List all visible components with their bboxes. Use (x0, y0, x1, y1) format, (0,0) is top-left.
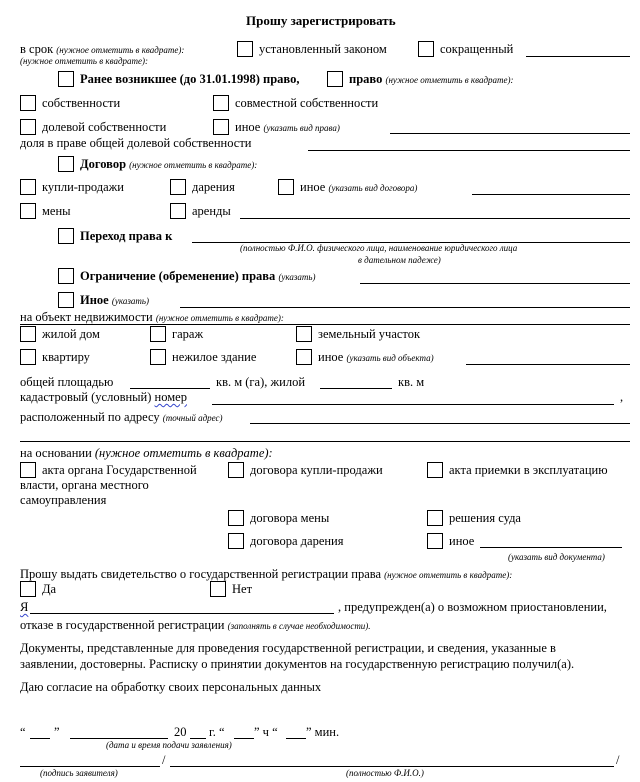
certificate-yes-checkbox[interactable] (20, 581, 36, 597)
area-living-line[interactable] (320, 388, 392, 389)
object-land-checkbox[interactable] (296, 326, 312, 342)
object-other-line[interactable] (466, 364, 630, 365)
joint-label: совместной собственности (235, 96, 379, 110)
term-hint: (нужное отметить в квадрате): (20, 56, 149, 66)
object-house-checkbox[interactable] (20, 326, 36, 342)
date-day-line[interactable] (30, 738, 50, 739)
date-month-line[interactable] (70, 738, 168, 739)
date-hint: (дата и время подачи заявления) (106, 740, 232, 750)
object-label: на объект недвижимости (нужное отметить в квадрате): (20, 310, 284, 324)
term-short-line[interactable] (526, 56, 630, 57)
share-size-line[interactable] (308, 150, 630, 151)
contract-lease-label: аренды (192, 204, 231, 218)
date-quote-open: “ (20, 725, 26, 739)
basis-other-checkbox[interactable] (427, 533, 443, 549)
encumbrance-label: Ограничение (обременение) права (указать) (80, 269, 316, 283)
other-block-label: Иное (указать) (80, 293, 149, 307)
docs-line-2: заявлении, достоверны. Расписку о принятии документов на государственную регистрацию получил(а). (20, 657, 575, 671)
term-law-checkbox[interactable] (237, 41, 253, 57)
warning-line-2: отказе в государственной регистрации (заполнять в случае необходимости). (20, 618, 371, 632)
contract-sale-checkbox[interactable] (20, 179, 36, 195)
warning-ya: Я (20, 600, 29, 614)
cadastral-comma: , (620, 390, 624, 404)
date-hour-suffix: ” ч “ (254, 725, 278, 739)
date-year-prefix: 20 (174, 725, 187, 739)
encumbrance-line[interactable] (360, 283, 630, 284)
encumbrance-checkbox[interactable] (58, 268, 74, 284)
object-other-label: иное (указать вид объекта) (318, 350, 434, 364)
earlier-right-checkbox[interactable] (58, 71, 74, 87)
certificate-label: Прошу выдать свидетельство о государственной регистрации права (нужное отметить в квадрате): (20, 567, 513, 581)
object-other-checkbox[interactable] (296, 349, 312, 365)
other-block-checkbox[interactable] (58, 292, 74, 308)
area-unit-1: кв. м (га), жилой (216, 375, 306, 389)
contract-lease-line[interactable] (240, 218, 630, 219)
transfer-checkbox[interactable] (58, 228, 74, 244)
contract-exchange-label: мены (42, 204, 71, 218)
signature-line[interactable] (20, 766, 160, 767)
transfer-hint-1: (полностью Ф.И.О. физического лица, наименование юридического лица (240, 243, 518, 253)
address-line-1[interactable] (250, 423, 630, 424)
earlier-right-label: Ранее возникшее (до 31.01.1998) право, (80, 72, 300, 86)
signature-hint: (подпись заявителя) (40, 768, 118, 778)
object-garage-label: гараж (172, 327, 204, 341)
date-quote-close: ” (54, 725, 60, 739)
warning-text: , предупрежден(а) о возможном приостановлении, (338, 600, 607, 614)
own-checkbox[interactable] (20, 95, 36, 111)
contract-checkbox[interactable] (58, 156, 74, 172)
date-min-line[interactable] (286, 738, 306, 739)
full-name-hint: (полностью Ф.И.О.) (346, 768, 424, 778)
contract-lease-checkbox[interactable] (170, 203, 186, 219)
area-total-line[interactable] (130, 388, 210, 389)
address-line-2[interactable] (20, 441, 630, 442)
object-nonres-checkbox[interactable] (150, 349, 166, 365)
basis-exchange-label: договора мены (250, 511, 330, 525)
basis-doc-hint: (указать вид документа) (508, 552, 605, 562)
right-other-line[interactable] (390, 133, 630, 134)
contract-gift-checkbox[interactable] (170, 179, 186, 195)
contract-other-line[interactable] (472, 194, 630, 195)
consent-text: Даю согласие на обработку своих персональных данных (20, 680, 322, 694)
date-g: г. “ (209, 725, 225, 739)
joint-checkbox[interactable] (213, 95, 229, 111)
term-short-checkbox[interactable] (418, 41, 434, 57)
area-unit-2: кв. м (398, 375, 425, 389)
right-other-checkbox[interactable] (213, 119, 229, 135)
transfer-hint-2: в дательном падеже) (358, 255, 441, 265)
term-short-label: сокращенный (440, 42, 514, 56)
basis-exchange-checkbox[interactable] (228, 510, 244, 526)
term-law-label: установленный законом (259, 42, 387, 56)
docs-line-1: Документы, представленные для проведения государственной регистрации, и сведения, указанные в (20, 641, 556, 655)
share-checkbox[interactable] (20, 119, 36, 135)
basis-sale-checkbox[interactable] (228, 462, 244, 478)
signature-end-slash: / (616, 753, 620, 767)
warning-name-line[interactable] (30, 613, 334, 614)
contract-label: Договор (нужное отметить в квадрате): (80, 157, 258, 171)
basis-label: на основании (нужное отметить в квадрате): (20, 446, 273, 460)
object-house-label: жилой дом (42, 327, 100, 341)
term-label: в срок (нужное отметить в квадрате): (20, 42, 185, 56)
contract-gift-label: дарения (192, 180, 235, 194)
share-label: долевой собственности (42, 120, 167, 134)
date-hour-line[interactable] (234, 738, 254, 739)
certificate-no-checkbox[interactable] (210, 581, 226, 597)
basis-accept-label: акта приемки в эксплуатацию (449, 463, 608, 477)
basis-act-label-1: акта органа Государственной (42, 463, 197, 477)
right-label: право (нужное отметить в квадрате): (349, 72, 514, 86)
basis-gift-checkbox[interactable] (228, 533, 244, 549)
object-garage-checkbox[interactable] (150, 326, 166, 342)
basis-act-label-3: самоуправления (20, 493, 107, 507)
signature-slash: / (162, 753, 166, 767)
contract-other-checkbox[interactable] (278, 179, 294, 195)
object-flat-checkbox[interactable] (20, 349, 36, 365)
right-checkbox[interactable] (327, 71, 343, 87)
share-size-label: доля в праве общей долевой собственности (20, 136, 252, 150)
transfer-label: Переход права к (80, 229, 173, 243)
own-label: собственности (42, 96, 121, 110)
contract-sale-label: купли-продажи (42, 180, 124, 194)
basis-act-checkbox[interactable] (20, 462, 36, 478)
right-other-label: иное (указать вид права) (235, 120, 340, 134)
cadastral-line[interactable] (212, 404, 614, 405)
certificate-yes-label: Да (42, 582, 57, 596)
basis-other-label: иное (449, 534, 475, 548)
contract-exchange-checkbox[interactable] (20, 203, 36, 219)
other-block-line[interactable] (180, 307, 630, 308)
object-line (20, 324, 630, 325)
form-title: Прошу зарегистрировать (246, 13, 396, 28)
address-label: расположенный по адресу (точный адрес) (20, 410, 223, 424)
contract-other-label: иное (указать вид договора) (300, 180, 418, 194)
basis-other-line[interactable] (480, 547, 622, 548)
basis-sale-label: договора купли-продажи (250, 463, 383, 477)
object-land-label: земельный участок (318, 327, 421, 341)
basis-act-label-2: власти, органа местного (20, 478, 149, 492)
basis-accept-checkbox[interactable] (427, 462, 443, 478)
certificate-no-label: Нет (232, 582, 253, 596)
date-year-line[interactable] (190, 738, 206, 739)
cadastral-label: кадастровый (условный) номер (20, 390, 187, 404)
object-nonres-label: нежилое здание (172, 350, 257, 364)
basis-gift-label: договора дарения (250, 534, 344, 548)
date-min-suffix: ” мин. (306, 725, 340, 739)
basis-court-label: решения суда (449, 511, 521, 525)
full-name-line[interactable] (170, 766, 614, 767)
object-flat-label: квартиру (42, 350, 90, 364)
basis-court-checkbox[interactable] (427, 510, 443, 526)
area-total-label: общей площадью (20, 375, 114, 389)
